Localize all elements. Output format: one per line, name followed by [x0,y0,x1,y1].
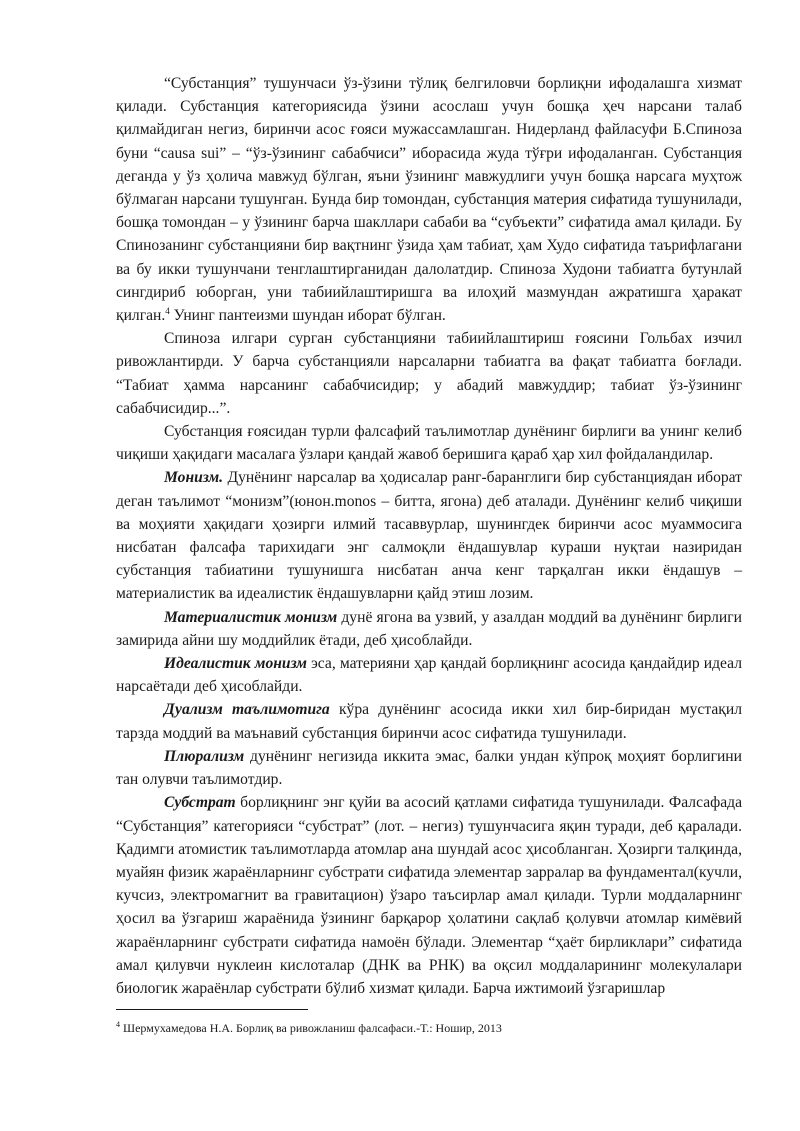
paragraph-text: дунёнинг негизида иккита эмас, балки ундан кўпроқ моҳият борлигини тан олувчи таълимотдир. [116,747,742,789]
paragraph-text: “Субстанция” тушунчаси ўз-ўзини тўлиқ белгиловчи борлиқни ифодалашга хизмат қилади. Субстанция категориясида ўзини асослаш учун бошқа ҳеч нарсани талаб қилмайдиган негиз, биринчи асос ғояси мужассамлашган. Нидерланд файласуфи Б.Спиноза буни “causa sui” – “ўз-ўзининг сабабчиси” иборасида жуда тўғри ифодаланган. Субстанция деганда у ўз ҳолича мавжуд бўлган, яъни ўзининг мавжудлиги учун бошқа нарсага муҳтож бўлмаган нарсани тушунган. Бунда бир томондан, субстанция материя сифатида тушунилади, бошқа томондан – у ўзининг барча шакллари сабаби ва “субъекти” сифатида амал қилади. Бу Спинозанинг субстанцияни бир вақтнинг ўзида ҳам табиат, ҳам Худо сифатида таърифлагани ва бу икки тушунчани тенглаштирганидан далолатдир. Спиноза Худони табиатга бутунлай сингдириб юборган, уни табиийлаштиришга ва илоҳий мазмундан ажратишга ҳаракат қилган. [116,75,743,325]
paragraph-text: Дунёнинг нарсалар ва ҳодисалар ранг-баранглиги бир субстанциядан иборат деган таълимот “монизм”(юнон.monos – битта, ягона) деб аталади. Дунёнинг келиб чиқиши ва моҳияти ҳақидаги ҳозирги илмий тасаввурлар, шунингдек биринчи асос муаммосига нисбатан фалсафа тарихидаги энг салмоқли ёндашувлар кураши нуқтаи назиридан субстанция табиатини тушунишга нисбатан анча кенг тарқалган икки ёндашув – материалистик ва идеалистик ёндашувларни қайд этиш лозим. [116,469,742,603]
paragraph [116,606,742,652]
paragraph [116,327,742,420]
term-heading: Субстрат [164,794,236,812]
paragraph [116,791,742,1000]
paragraph [116,698,742,744]
paragraph-text: Унинг пантеизми шундан иборат бўлган. [169,307,446,325]
term-heading: Дуализм таълимотига [164,701,330,719]
paragraph [116,466,742,605]
term-heading: Монизм. [164,469,224,487]
paragraph [116,652,742,698]
paragraph-text: кўра дунёнинг асосида икки хил бир-биридан мустақил тарзда моддий ва маънавий субстанция биринчи асос сифатида тушунилади. [116,701,742,742]
footnote-divider [116,1009,308,1010]
paragraph [116,420,742,466]
paragraph-text: Субстанция ғоясидан турли фалсафий таълимотлар дунёнинг бирлиги ва унинг келиб чиқиши ҳақидаги масалага ўзлари қандай жавоб беришига қараб ҳар хил фойдаландилар. [116,423,742,464]
paragraph [116,745,742,791]
footnote-text: Шермухамедова Н.А. Борлиқ ва ривожланиш фалсафаси.-Т.: Ношир, 2013 [120,1021,502,1035]
term-heading: Идеалистик монизм [164,655,307,673]
term-heading: Плюрализм [164,747,245,765]
footnote [116,1017,742,1036]
term-heading: Материалистик монизм [164,608,338,626]
footnote-reference: 4 [165,305,170,316]
paragraph-text: Спиноза илгари сурган субстанцияни табиийлаштириш ғоясини Гольбах изчил ривожлантирди. У барча субстанцияли нарсаларни табиатга ва фақат табиатга боғлади. “Табиат ҳамма нарсанинг сабабчисидир; у абадий мавжуддир; табиат ўз-ўзининг сабабчисидир...”. [116,330,742,417]
paragraph-text: дунё ягона ва узвий, у азалдан моддий ва дунёнинг бирлиги замирида айни шу моддийлик ётади, деб ҳисоблайди. [116,608,742,649]
body-text [116,72,742,1000]
paragraph [116,72,742,327]
paragraph-text: эса, материяни ҳар қандай борлиқнинг асосида қандайдир идеал нарсаётади деб ҳисоблайди. [116,655,743,696]
footnote-number: 4 [116,1020,120,1029]
paragraph-text: борлиқнинг энг қуйи ва асосий қатлами сифатида тушунилади. Фалсафада “Субстанция” категорияси “субстрат” (лот. – негиз) тушунчасига яқин туради, деб қаралади. Қадимги атомистик таълимотларда атомлар ана шундай асос ҳисобланган. Ҳозирги талқинда, муайян физик жараёнларнинг субстрати сифатида элементар зарралар ва фундаментал(кучли, кучсиз, электромагнит ва гравитацион) ўзаро таъсирлар амал қилади. Турли моддаларнинг ҳосил ва ўзгариш жараёнида ўзининг барқарор ҳолатини сақлаб қолувчи атомлар кимёвий жараёнларнинг субстрати сифатида намоён бўлади. Элементар “ҳаёт бирликлари” сифатида амал қилувчи нуклеин кислоталар (ДНК ва РНК) ва оқсил моддаларининг молекулалари биологик жараёнлар субстрати бўлиб хизмат қилади. Барча ижтимоий ўзгаришлар [116,794,742,997]
